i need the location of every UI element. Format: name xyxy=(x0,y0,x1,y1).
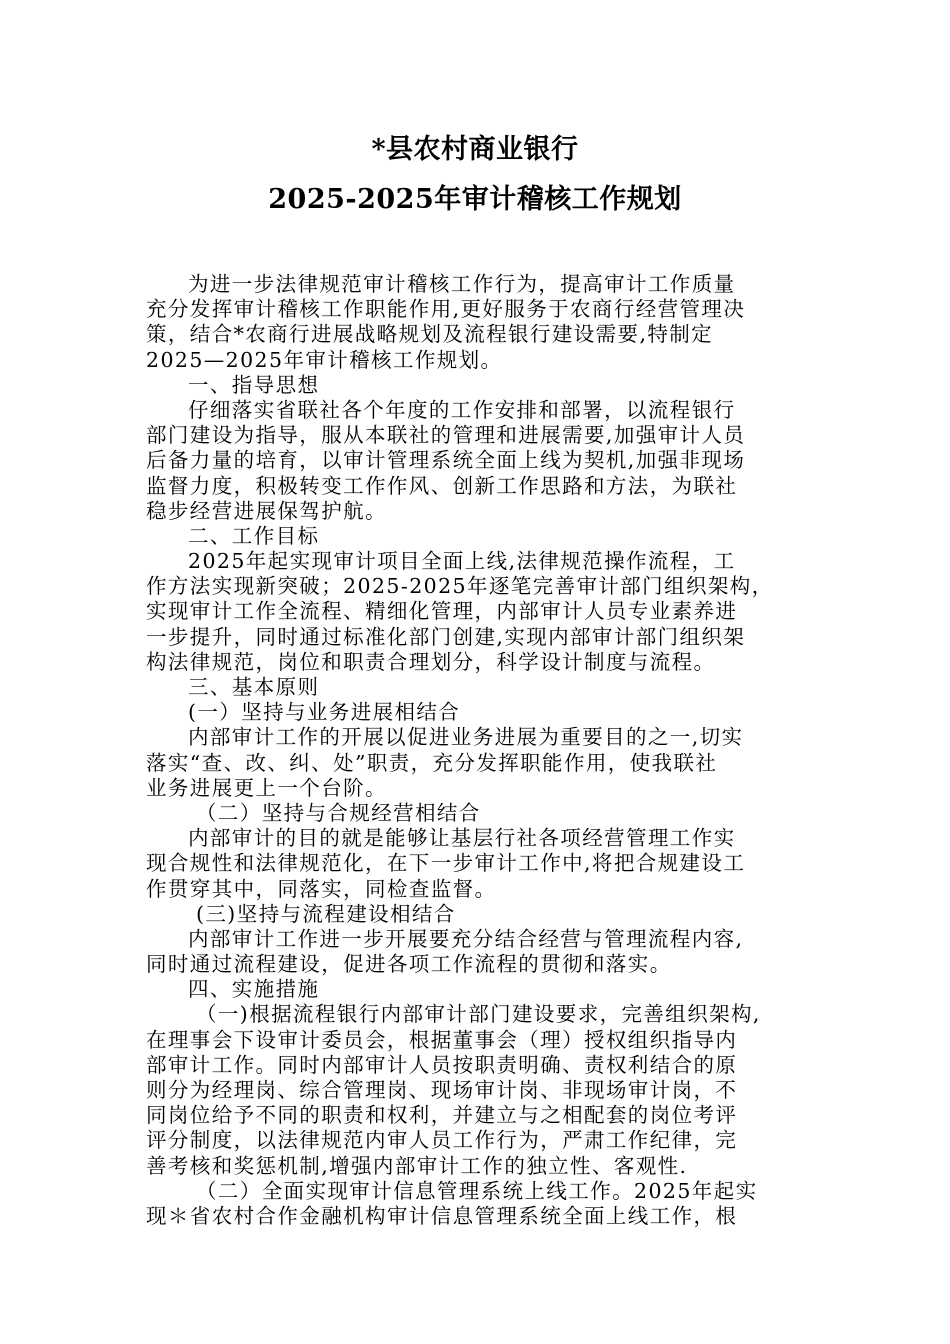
paragraph-line: 则分为经理岗、综合管理岗、现场审计岗、非现场审计岗，不 xyxy=(146,1078,738,1102)
paragraph-line: （一)根据流程银行内部审计部门建设要求，完善组织架构, xyxy=(196,1002,761,1027)
section-heading: 一、指导思想 xyxy=(188,372,320,397)
paragraph-line: 充分发挥审计稽核工作职能作用,更好服务于农商行经营管理决 xyxy=(146,297,746,322)
paragraph-line: 策，结合*农商行进展战略规划及流程银行建设需要,特制定 xyxy=(146,322,714,347)
paragraph-line: 监督力度，积极转变工作作风、创新工作思路和方法，为联社 xyxy=(146,473,738,498)
paragraph-line: 同岗位给予不同的职责和权利，并建立与之相配套的岗位考评 xyxy=(146,1103,738,1128)
subsection-heading: (三)坚持与流程建设相结合 xyxy=(196,901,456,926)
paragraph-line: （二）全面实现审计信息管理系统上线工作。2025年起实 xyxy=(196,1178,758,1203)
subsection-heading: (一）坚持与业务进展相结合 xyxy=(188,700,461,725)
paragraph-line: 作方法实现新突破；2025-2025年逐笔完善审计部门组织架构， xyxy=(146,574,774,599)
paragraph-line: 内部审计工作进一步开展要充分结合经营与管理流程内容, xyxy=(188,926,744,951)
paragraph-line: 2025—2025年审计稽核工作规划。 xyxy=(146,347,503,372)
section-heading: 二、工作目标 xyxy=(188,523,320,548)
paragraph-line: 后备力量的培育，以审计管理系统全面上线为契机,加强非现场 xyxy=(146,448,746,473)
document-title-line1: *县农村商业银行 xyxy=(371,134,579,165)
paragraph-line: 一步提升，同时通过标准化部门创建,实现内部审计部门组织架 xyxy=(146,624,746,649)
document-body xyxy=(146,272,806,1229)
section-heading: 四、实施措施 xyxy=(188,977,320,1002)
paragraph-line: 内部审计工作的开展以促进业务进展为重要目的之一,切实 xyxy=(188,725,744,750)
paragraph-line: 善考核和奖惩机制,增强内部审计工作的独立性、客观性. xyxy=(146,1153,688,1178)
document-title-line2: 2025-2025年审计稽核工作规划 xyxy=(268,184,682,215)
paragraph-line: 2025年起实现审计项目全面上线,法律规范操作流程，工 xyxy=(188,549,736,574)
paragraph-line: 业务进展更上一个台阶。 xyxy=(146,775,387,800)
paragraph-line: 落实“查、改、纠、处”职责，充分发挥职能作用，使我联社 xyxy=(146,750,718,775)
paragraph-line: 为进一步法律规范审计稽核工作行为，提高审计工作质量 xyxy=(188,272,736,296)
paragraph-line: 部审计工作。同时内部审计人员按职责明确、责权利结合的原 xyxy=(146,1052,738,1077)
paragraph-line: 部门建设为指导，服从本联社的管理和进展需要,加强审计人员 xyxy=(146,423,746,448)
paragraph-line: 评分制度，以法律规范内审人员工作行为，严肃工作纪律，完 xyxy=(146,1128,738,1153)
section-heading: 三、基本原则 xyxy=(188,675,320,699)
paragraph-line: 作贯穿其中，同落实，同检查监督。 xyxy=(146,876,497,901)
subsection-heading: （二）坚持与合规经营相结合 xyxy=(196,800,481,825)
paragraph-line: 构法律规范，岗位和职责合理划分，科学设计制度与流程。 xyxy=(146,649,716,674)
paragraph-line: 稳步经营进展保驾护航。 xyxy=(146,498,387,523)
paragraph-line: 内部审计的目的就是能够让基层行社各项经营管理工作实 xyxy=(188,826,736,851)
paragraph-line: 实现审计工作全流程、精细化管理，内部审计人员专业素养进 xyxy=(146,599,738,624)
paragraph-line: 现合规性和法律规范化，在下一步审计工作中,将把合规建设工 xyxy=(146,851,746,876)
paragraph-line: 仔细落实省联社各个年度的工作安排和部署，以流程银行 xyxy=(188,397,736,422)
paragraph-line: 同时通过流程建设，促进各项工作流程的贯彻和落实。 xyxy=(146,952,672,977)
paragraph-line: 现＊省农村合作金融机构审计信息管理系统全面上线工作，根 xyxy=(146,1203,738,1228)
paragraph-line: 在理事会下设审计委员会，根据董事会（理）授权组织指导内 xyxy=(146,1027,738,1052)
